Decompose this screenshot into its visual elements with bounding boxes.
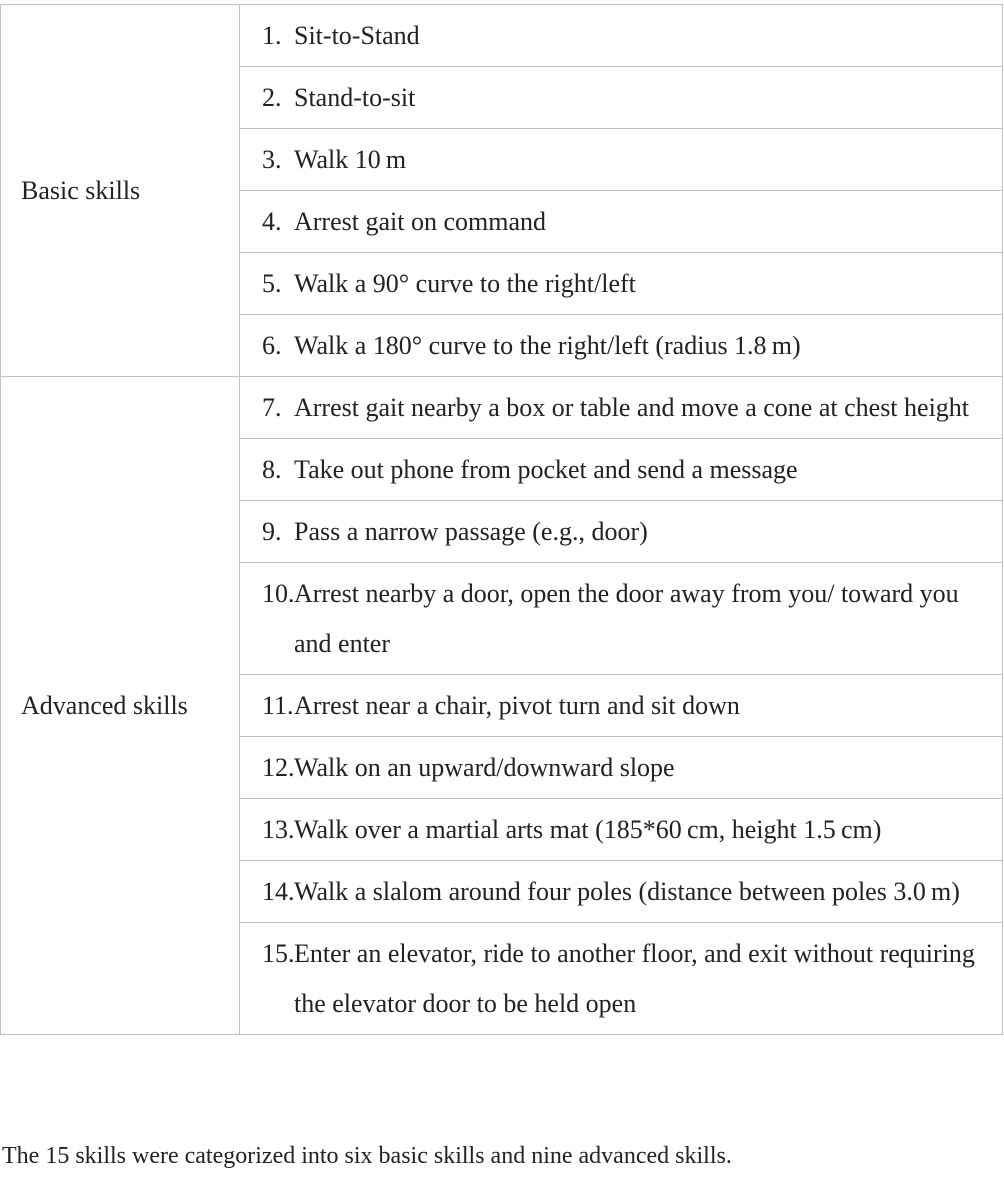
table-row (1, 377, 1003, 439)
category-advanced-skills: Advanced skills (1, 377, 240, 1035)
skill-item-9 (240, 501, 1003, 563)
skill-number: 2. (262, 83, 282, 112)
skill-text: Arrest gait on command (294, 207, 546, 236)
skill-item-1 (240, 5, 1003, 67)
skill-item-11 (240, 675, 1003, 737)
skill-text: Walk 10 m (294, 145, 407, 174)
skill-text: Arrest gait nearby a box or table and move a cone at chest height (294, 393, 970, 422)
skill-item-10 (240, 563, 1003, 675)
skill-text: Walk a slalom around four poles (distance between poles 3.0 m) (294, 877, 960, 906)
skill-item-13 (240, 799, 1003, 861)
skill-number: 4. (262, 207, 282, 236)
skill-number: 3. (262, 145, 282, 174)
skill-number: 12. (262, 753, 295, 782)
skill-text: Enter an elevator, ride to another floor, and exit without requiring the elevator door to be held open (294, 939, 975, 1018)
skill-text: Walk a 180° curve to the right/left (radius 1.8 m) (294, 331, 801, 360)
table-caption: The 15 skills were categorized into six basic skills and nine advanced skills. (2, 1143, 732, 1169)
skill-number: 11. (262, 691, 294, 720)
skill-number: 15. (262, 939, 295, 968)
table-row (1, 5, 1003, 67)
skill-item-7 (240, 377, 1003, 439)
skill-text: Take out phone from pocket and send a message (294, 455, 798, 484)
skill-item-14 (240, 861, 1003, 923)
skills-table-body (1, 5, 1003, 1035)
skill-text: Sit-to-Stand (294, 21, 420, 50)
skill-item-4 (240, 191, 1003, 253)
skill-item-6 (240, 315, 1003, 377)
skill-text: Pass a narrow passage (e.g., door) (294, 517, 648, 546)
skill-number: 14. (262, 877, 295, 906)
skill-text: Walk on an upward/downward slope (294, 753, 675, 782)
skill-item-15 (240, 923, 1003, 1035)
skill-item-8 (240, 439, 1003, 501)
skill-number: 5. (262, 269, 282, 298)
skill-number: 6. (262, 331, 282, 360)
skill-number: 10. (262, 579, 295, 608)
skill-text: Arrest near a chair, pivot turn and sit down (294, 691, 740, 720)
skill-item-3 (240, 129, 1003, 191)
skill-text: Arrest nearby a door, open the door away from you/ toward you and enter (294, 579, 959, 658)
skill-item-5 (240, 253, 1003, 315)
skill-number: 13. (262, 815, 295, 844)
skill-item-12 (240, 737, 1003, 799)
skill-text: Walk a 90° curve to the right/left (294, 269, 636, 298)
skill-number: 9. (262, 517, 282, 546)
skill-text: Stand-to-sit (294, 83, 416, 112)
skill-item-2 (240, 67, 1003, 129)
skill-number: 7. (262, 393, 282, 422)
skills-table (0, 4, 1003, 1035)
category-basic-skills: Basic skills (1, 5, 240, 377)
skill-number: 1. (262, 21, 282, 50)
skill-number: 8. (262, 455, 282, 484)
skill-text: Walk over a martial arts mat (185*60 cm, height 1.5 cm) (294, 815, 882, 844)
